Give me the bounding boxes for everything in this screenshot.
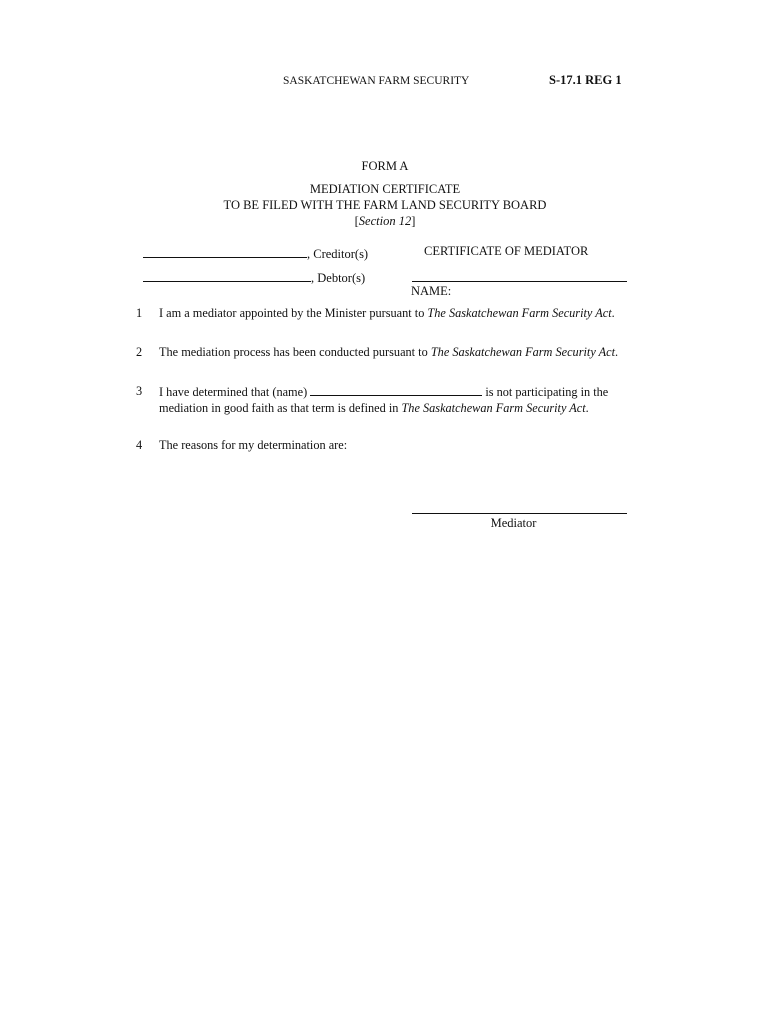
- form-label: FORM A: [361, 159, 409, 173]
- form-title: MEDIATION CERTIFICATE: [309, 182, 461, 196]
- section-number: Section 12: [358, 214, 412, 228]
- debtor-label: , Debtor(s): [311, 271, 366, 285]
- certificate-heading: CERTIFICATE OF MEDIATOR: [424, 244, 589, 258]
- list-item: [136, 438, 636, 454]
- creditor-blank[interactable]: [143, 244, 307, 258]
- item-text: The reasons for my determination are:: [159, 438, 348, 452]
- mediator-name-blank[interactable]: [412, 268, 627, 282]
- form-subtitle: TO BE FILED WITH THE FARM LAND SECURITY BOARD: [223, 198, 547, 212]
- item-number: 1: [136, 306, 143, 320]
- running-header-citation: S-17.1 REG 1: [549, 73, 622, 87]
- creditor-label: , Creditor(s): [307, 247, 369, 261]
- signature-blank[interactable]: [412, 500, 627, 514]
- list-item: [136, 384, 636, 416]
- item-number: 4: [136, 438, 143, 452]
- list-item: [136, 345, 636, 361]
- section-bracket-close: ]: [411, 214, 416, 228]
- signature-label: Mediator: [490, 516, 537, 530]
- creditor-line: [143, 244, 368, 262]
- running-header-title: SASKATCHEWAN FARM SECURITY: [283, 75, 470, 87]
- item-text: The mediation process has been conducted pursuant to The Saskatchewan Farm Security Act.: [159, 345, 619, 359]
- debtor-line: [143, 268, 365, 286]
- debtor-blank[interactable]: [143, 268, 311, 282]
- name-label: NAME:: [411, 284, 452, 298]
- list-item: [136, 306, 636, 322]
- item-number: 2: [136, 345, 143, 359]
- participant-name-blank[interactable]: [310, 384, 482, 396]
- section-reference: [0, 214, 770, 229]
- item-text: I have determined that (name) is not participating in the mediation in good faith as that term is defined in The Saskatchewan Farm Security Act.: [159, 385, 609, 415]
- section-bracket-open: [: [354, 214, 359, 228]
- item-text: I am a mediator appointed by the Minister pursuant to The Saskatchewan Farm Security Act.: [159, 306, 615, 320]
- item-number: 3: [136, 384, 143, 398]
